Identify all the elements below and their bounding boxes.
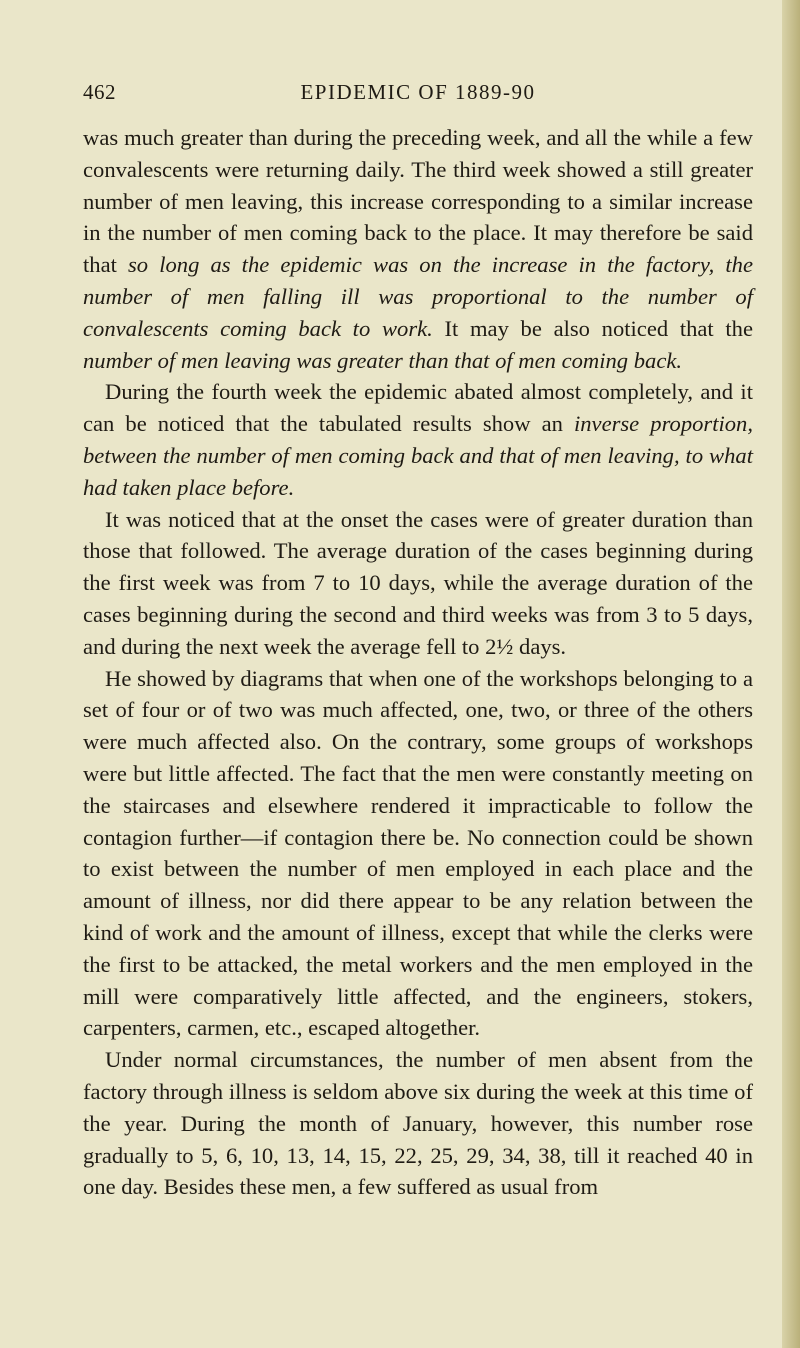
running-head: EPIDEMIC OF 1889-90 bbox=[300, 80, 536, 104]
paragraph-4-text: He showed by diagrams that when one of the workshops belonging to a set of four or of two was much affected, one, two, or three of the others were much affected also. On the contrary, some groups of workshops were but little affected. The fact that the men were constantly meeting on the staircases and elsewhere rendered it impracticable to follow the contagion further—if contagion there be. No connection could be shown to exist between the number of men employed in each place and the amount of illness, nor did there appear to be any relation between the kind of work and the amount of illness, except that while the clerks were the first to be attacked, the metal workers and the men employed in the mill were comparatively little affected, and the engineers, stokers, carpenters, carmen, etc., escaped altogether. bbox=[83, 665, 753, 1041]
paragraph-2 bbox=[83, 376, 753, 503]
paragraph-5 bbox=[83, 1044, 753, 1203]
paragraph-3-text: It was noticed that at the onset the cases were of greater duration than those that followed. The average duration of the cases beginning during the first week was from 7 to 10 days, while the average duration of the cases beginning during the second and third weeks was from 3 to 5 days, and during the next week the average fell to 2½ days. bbox=[83, 506, 753, 659]
page-edge-shadow bbox=[782, 0, 800, 1348]
paragraph-5-text: Under normal circumstances, the number of men absent from the factory through illness is seldom above six during the week at this time of the year. During the month of January, however, this number rose gradually to 5, 6, 10, 13, 14, 15, 22, 25, 29, 34, 38, till it reached 40 in one day. Besides these men, a few suffered as usual from bbox=[83, 1047, 753, 1200]
paragraph-2-italic: inverse proportion, between the number of men coming back and that of men leaving, to what had taken place before. bbox=[83, 411, 753, 500]
paragraph-4 bbox=[83, 663, 753, 1045]
paragraph-1-text-a: was much greater than during the preceding week, and all the while a few convalescents were returning daily. The third week showed a still greater number of men leaving, this increase corresponding to a similar increase in the number of men coming back to the place. It may therefore be said that bbox=[83, 125, 753, 278]
paragraph-2-text: During the fourth week the epidemic abated almost completely, and it can be noticed that the tabulated results show an bbox=[83, 379, 753, 437]
paragraph-1-italic-b: number of men leaving was greater than that of men coming back. bbox=[83, 347, 683, 373]
paragraph-1-italic-a: so long as the epidemic was on the increase in the factory, the number of men falling ill was proportional to the number of convalescents coming back to work. bbox=[83, 252, 754, 341]
paragraph-1-text-b: It may be also noticed that the bbox=[432, 315, 753, 341]
paragraph-1 bbox=[83, 122, 753, 376]
paragraph-3 bbox=[83, 504, 753, 663]
body-text bbox=[83, 122, 753, 1203]
page-number: 462 bbox=[83, 80, 116, 104]
